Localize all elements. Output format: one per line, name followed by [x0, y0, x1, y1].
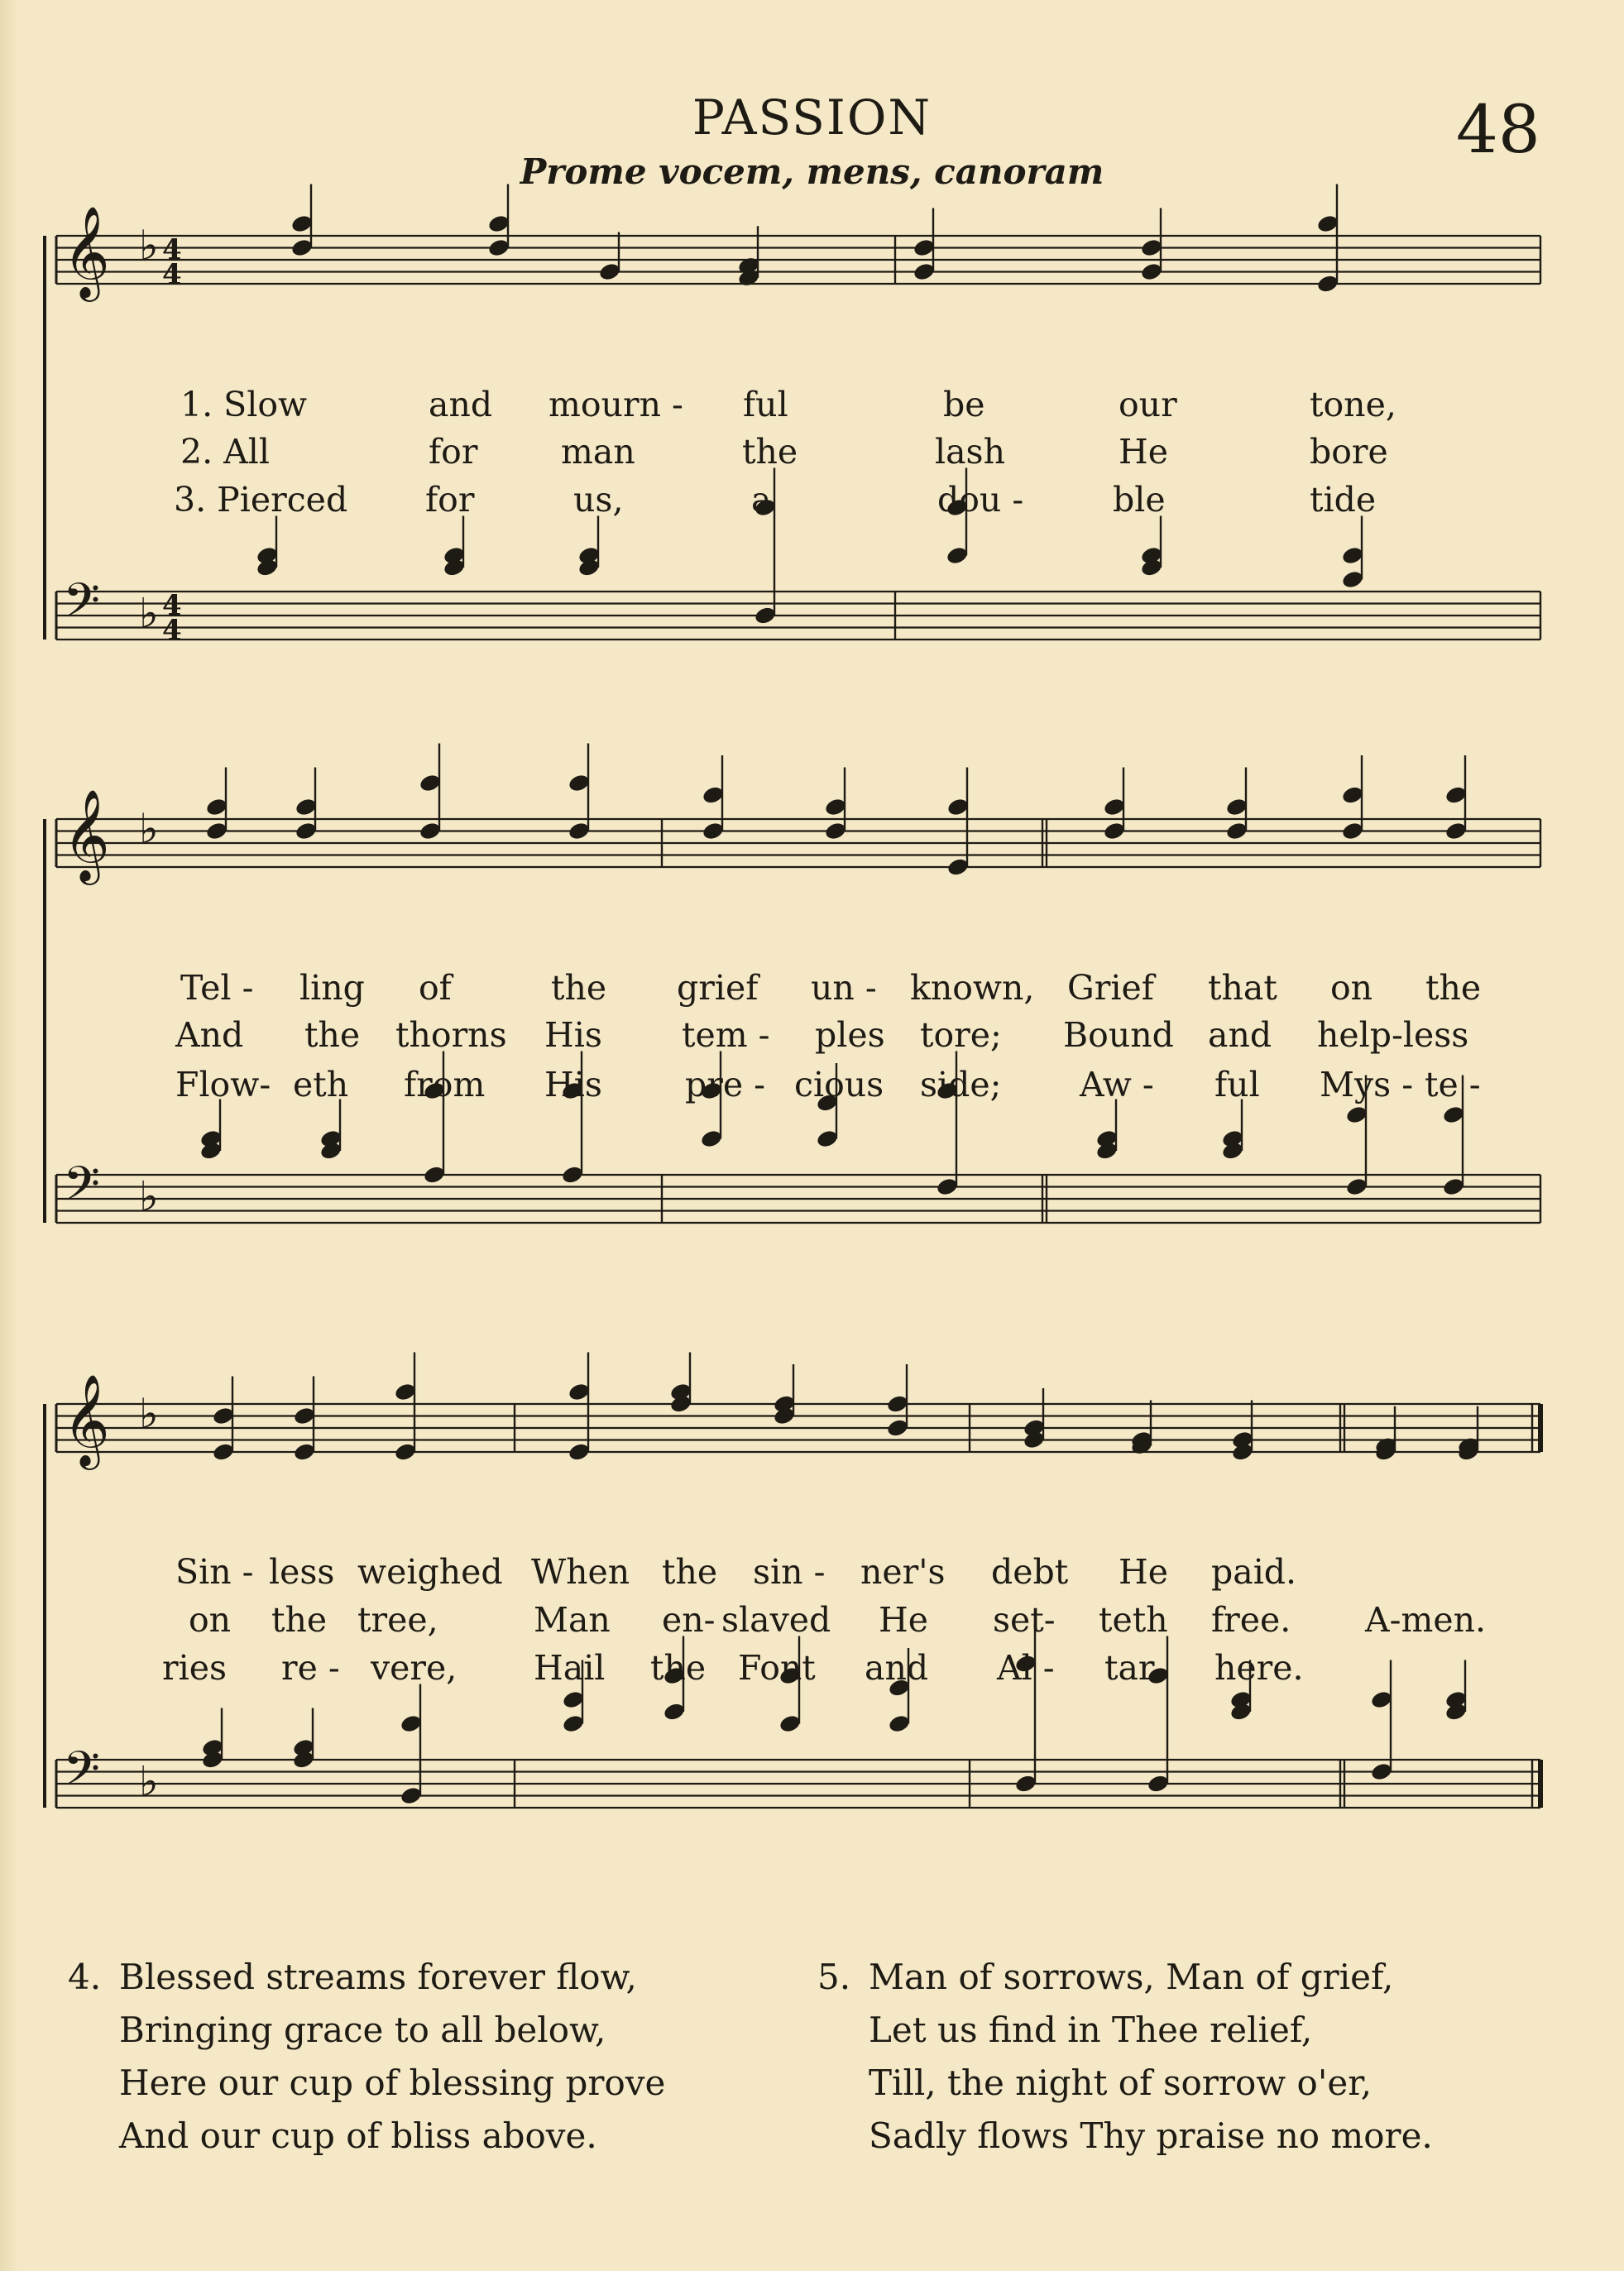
lyric-word: tree,: [357, 1600, 438, 1640]
lyric-word: set-: [993, 1600, 1056, 1640]
lyric-word: Sin -: [175, 1552, 254, 1592]
lyric-word: Tel -: [180, 968, 254, 1008]
verse-line: Till, the night of sorrow o'er,: [869, 2063, 1372, 2103]
time-signature: 4: [162, 614, 182, 647]
treble-clef: 𝄞: [63, 1373, 110, 1466]
verse-line: Let us find in Thee relief,: [869, 2010, 1313, 2050]
lyric-word: Man: [534, 1600, 611, 1640]
key-flat: ♭: [139, 805, 159, 853]
lyric-word: paid.: [1211, 1552, 1297, 1592]
page-number: 48: [1456, 91, 1540, 168]
lyric-word: Mys -: [1320, 1065, 1414, 1104]
lyric-word: Font: [738, 1648, 816, 1688]
verse-line: Bringing grace to all below,: [119, 2010, 606, 2050]
lyric-word: Aw -: [1080, 1065, 1154, 1104]
lyric-word: debt: [991, 1552, 1069, 1592]
verse-line: Blessed streams forever flow,: [119, 1957, 637, 1997]
lyric-word: that: [1208, 968, 1277, 1008]
lyric-word: less: [269, 1552, 335, 1592]
lyric-word: a: [751, 480, 772, 520]
lyric-word: pre -: [685, 1065, 765, 1104]
time-signature: 4: [162, 589, 182, 622]
lyric-word: us,: [573, 480, 624, 520]
bass-clef: 𝄢: [63, 573, 101, 640]
lyric-word: here.: [1214, 1648, 1304, 1688]
lyric-word: Hail: [534, 1648, 606, 1688]
lyric-word: mourn -: [549, 385, 683, 424]
lyric-word: bore: [1310, 432, 1388, 472]
lyric-word: eth: [293, 1065, 349, 1104]
lyric-word: for: [425, 480, 475, 520]
lyric-word: be: [943, 385, 985, 424]
lyric-word: Bound: [1063, 1015, 1174, 1055]
lyric-word: He: [1119, 1552, 1169, 1592]
verse-line: Sadly flows Thy praise no more.: [869, 2115, 1433, 2156]
lyric-word: tar: [1104, 1648, 1155, 1688]
lyric-word: of: [419, 968, 452, 1008]
lyric-word: on: [189, 1600, 232, 1640]
lyric-word: ples: [815, 1015, 885, 1055]
key-flat: ♭: [139, 1390, 159, 1438]
lyric-word: dou -: [937, 480, 1024, 520]
lyric-word: 3. Pierced: [174, 480, 348, 520]
lyric-word: tone,: [1310, 385, 1396, 424]
lyric-word: teth: [1099, 1600, 1168, 1640]
lyric-word: the: [271, 1600, 328, 1640]
key-flat: ♭: [139, 1172, 159, 1221]
key-flat: ♭: [139, 1757, 159, 1806]
verse-number: 4.: [68, 1957, 102, 1997]
verse-number: 5.: [817, 1957, 851, 1997]
verse-line: Man of sorrows, Man of grief,: [869, 1957, 1394, 1997]
verse-4: [68, 1951, 665, 2163]
lyric-word: known,: [910, 968, 1035, 1008]
lyric-word: help-less: [1317, 1015, 1469, 1055]
lyric-word: tem -: [682, 1015, 770, 1055]
lyric-word: He: [879, 1600, 929, 1640]
treble-clef: 𝄞: [63, 788, 110, 881]
lyric-word: tore;: [920, 1015, 1002, 1055]
bass-clef: 𝄢: [63, 1741, 101, 1809]
lyric-word: on: [1330, 968, 1373, 1008]
lyric-word: te -: [1425, 1065, 1481, 1104]
lyric-word: man: [561, 432, 635, 472]
lyric-word: vere,: [371, 1648, 457, 1688]
lyric-word: ner's: [860, 1552, 946, 1592]
lyric-word: sin -: [753, 1552, 826, 1592]
lyric-word: our: [1119, 385, 1177, 424]
lyric-word: thorns: [395, 1015, 507, 1055]
lyric-word: en-: [662, 1600, 716, 1640]
hymn-title: PASSION: [692, 89, 932, 146]
lyric-word: His: [544, 1015, 602, 1055]
lyric-word: Grief: [1067, 968, 1154, 1008]
lyric-word: ling: [299, 968, 365, 1008]
lyric-word: the: [1425, 968, 1482, 1008]
lyric-word: Al -: [997, 1648, 1055, 1688]
lyric-word: cious: [794, 1065, 884, 1104]
lyric-word: side;: [920, 1065, 1002, 1104]
time-signature: 4: [162, 258, 182, 291]
lyric-word: A-men.: [1365, 1600, 1487, 1640]
verse-line: And our cup of bliss above.: [119, 2115, 597, 2156]
lyric-word: and: [1208, 1015, 1272, 1055]
lyric-word: from: [404, 1065, 486, 1104]
lyric-word: free.: [1211, 1600, 1291, 1640]
lyric-word: ries: [162, 1648, 228, 1688]
key-flat: ♭: [139, 589, 159, 638]
lyric-word: and: [865, 1648, 929, 1688]
lyric-word: When: [531, 1552, 630, 1592]
lyric-word: slaved: [721, 1600, 831, 1640]
hymn-subtitle: Prome vocem, mens, canoram: [520, 151, 1104, 192]
lyric-word: tide: [1310, 480, 1377, 520]
time-signature: 4: [162, 233, 182, 266]
lyric-word: Flow-: [175, 1065, 271, 1104]
lyric-word: ble: [1113, 480, 1166, 520]
lyric-word: weighed: [357, 1552, 503, 1592]
lyric-word: the: [304, 1015, 361, 1055]
lyric-word: 1. Slow: [180, 385, 308, 424]
key-flat: ♭: [139, 222, 159, 270]
treble-clef: 𝄞: [63, 205, 110, 298]
lyric-word: ful: [1214, 1065, 1260, 1104]
lyric-word: the: [551, 968, 607, 1008]
lyric-word: And: [175, 1015, 244, 1055]
lyric-word: 2. All: [180, 432, 270, 472]
lyric-word: the: [742, 432, 798, 472]
lyric-word: lash: [935, 432, 1006, 472]
lyric-word: re -: [281, 1648, 340, 1688]
lyric-word: His: [544, 1065, 602, 1104]
verse-5: [817, 1951, 1433, 2163]
lyric-word: un -: [811, 968, 877, 1008]
lyric-word: grief: [677, 968, 759, 1008]
lyric-word: and: [429, 385, 493, 424]
bass-clef: 𝄢: [63, 1156, 101, 1224]
lyric-word: the: [662, 1552, 718, 1592]
lyric-word: the: [650, 1648, 707, 1688]
lyric-word: He: [1119, 432, 1169, 472]
lyric-word: ful: [743, 385, 788, 424]
verse-line: Here our cup of blessing prove: [119, 2063, 666, 2103]
lyric-word: for: [429, 432, 478, 472]
